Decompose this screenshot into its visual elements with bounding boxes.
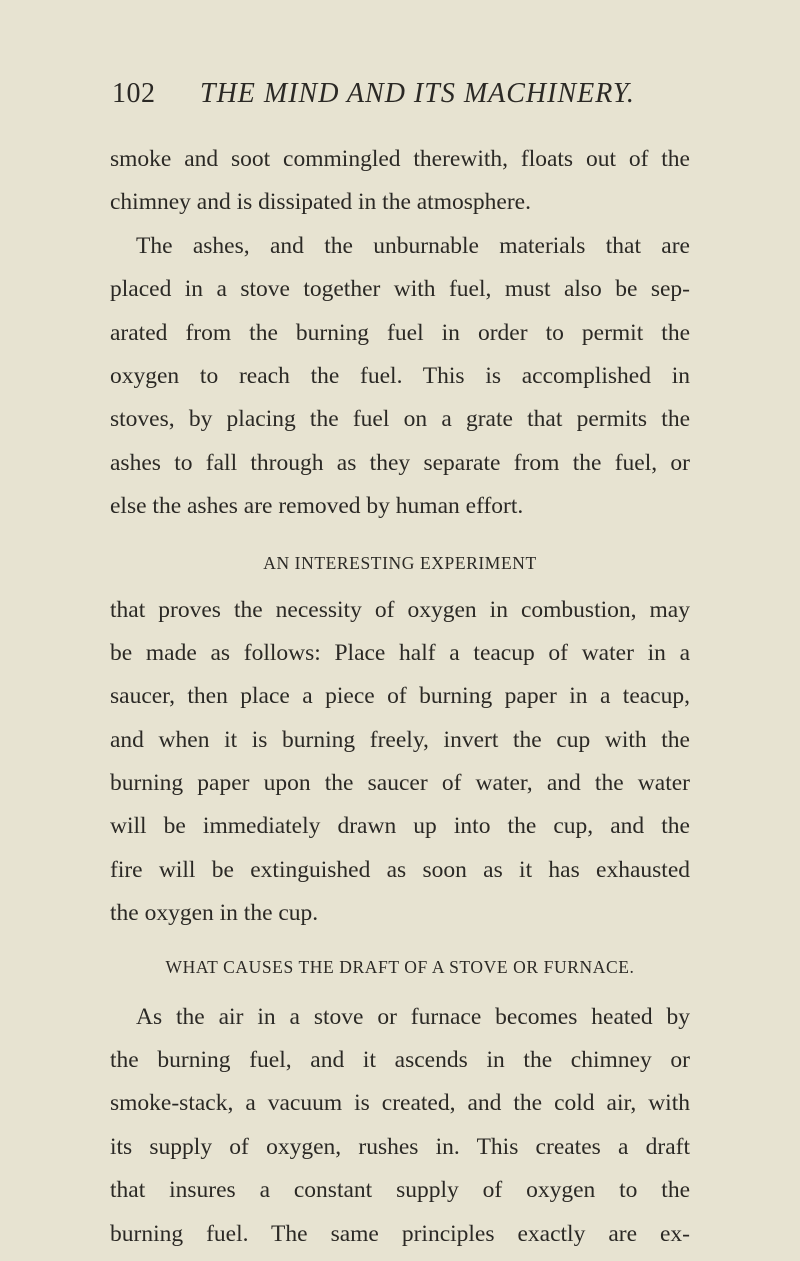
section-heading: WHAT CAUSES THE DRAFT OF A STOVE OR FURNACE.: [165, 956, 635, 977]
text-line: arated from the burning fuel in order to permit the: [110, 319, 690, 346]
text-line: As the air in a stove or furnace becomes heated by: [136, 1003, 690, 1030]
text-line: the oxygen in the cup.: [110, 900, 319, 927]
text-line: placed in a stove together with fuel, must also be sep-: [110, 276, 690, 303]
text-line: will be immediately drawn up into the cup, and the: [110, 813, 690, 840]
text-line: the burning fuel, and it ascends in the chimney or: [110, 1047, 690, 1074]
text-line: stoves, by placing the fuel on a grate that permits the: [110, 406, 690, 433]
text-line: be made as follows: Place half a teacup of water in a: [110, 639, 690, 666]
text-line: The ashes, and the unburnable materials that are: [136, 232, 690, 259]
text-line: ashes to fall through as they separate from the fuel, or: [110, 449, 690, 476]
text-line: fire will be extinguished as soon as it has exhausted: [110, 856, 690, 883]
paragraph-1: [110, 138, 690, 225]
text-line: chimney and is dissipated in the atmosphere.: [110, 189, 531, 216]
text-line: burning paper upon the saucer of water, and the water: [110, 770, 690, 797]
paragraph-2: [110, 225, 690, 529]
text-line: else the ashes are removed by human effort.: [110, 493, 524, 520]
text-line: oxygen to reach the fuel. This is accomplished in: [110, 362, 690, 389]
page-header: [112, 78, 692, 118]
text-line: smoke-stack, a vacuum is created, and the cold air, with: [110, 1090, 690, 1117]
text-line: that insures a constant supply of oxygen to the: [110, 1177, 690, 1204]
body-text: [110, 138, 690, 1256]
text-line: its supply of oxygen, rushes in. This creates a draft: [110, 1133, 690, 1160]
text-line: burning fuel. The same principles exactly are ex-: [110, 1220, 690, 1247]
text-line: saucer, then place a piece of burning paper in a teacup,: [110, 683, 690, 710]
paragraph-3: [110, 589, 690, 936]
text-line: that proves the necessity of oxygen in combustion, may: [110, 596, 690, 623]
paragraph-4: [110, 996, 690, 1256]
text-line: smoke and soot commingled therewith, floats out of the: [110, 146, 690, 172]
section-heading: AN INTERESTING EXPERIMENT: [263, 552, 537, 573]
text-line: and when it is burning freely, invert the cup with the: [110, 726, 690, 753]
page-number: 102: [112, 78, 156, 109]
running-title: THE MIND AND ITS MACHINERY.: [200, 78, 635, 109]
